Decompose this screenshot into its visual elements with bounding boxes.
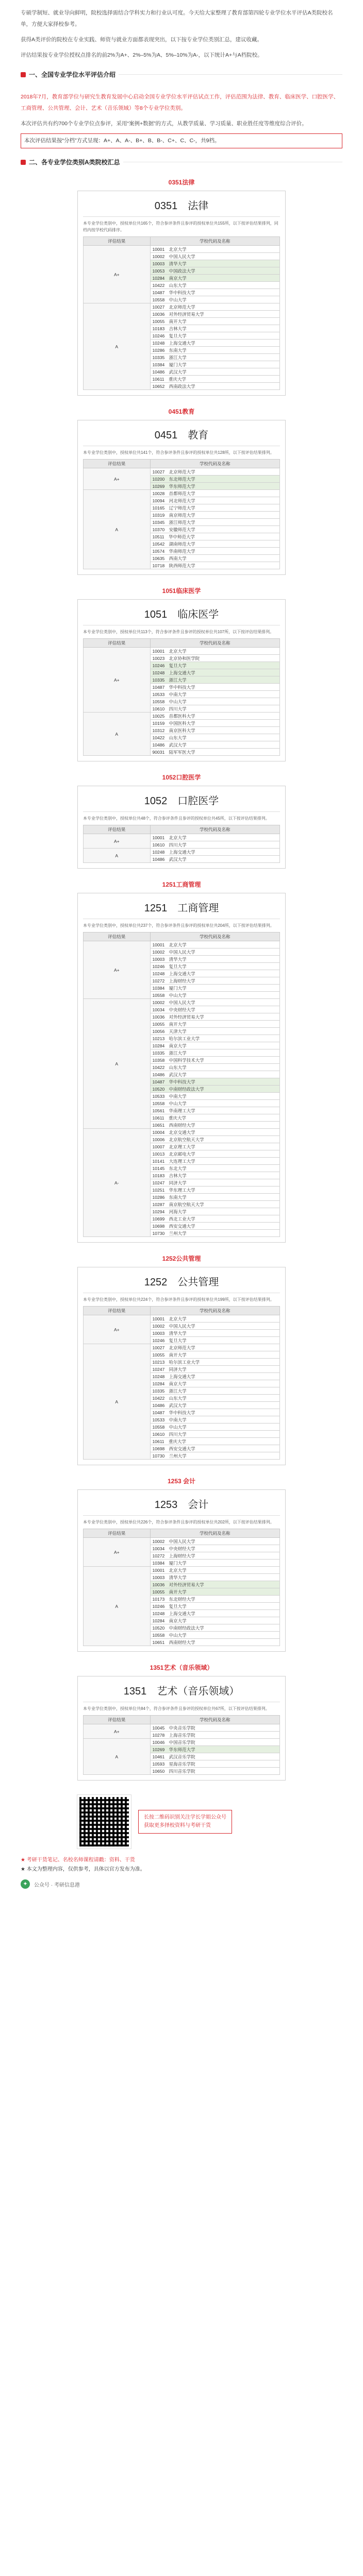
- school-cell: 10511 华中师范大学: [150, 533, 279, 540]
- school-cell: 10034 中央财经大学: [150, 1006, 279, 1013]
- school-cell: 10045 中央音乐学院: [150, 1724, 279, 1732]
- category-card: [77, 1489, 286, 1652]
- school-cell: 10046 中国音乐学院: [150, 1739, 279, 1746]
- school-cell: 10558 中山大学: [150, 1632, 279, 1639]
- table-header: 学校代码及名称: [150, 460, 279, 468]
- school-cell: 10335 浙江大学: [150, 1387, 279, 1395]
- school-cell: 10487 华中科技大学: [150, 684, 279, 691]
- qr-note: 长按二维码识别关注学长学姐公众号 获取更多择校资料与考研干货: [138, 1810, 232, 1834]
- grade-cell: A+: [84, 468, 151, 490]
- category-name: 1252 公共管理: [83, 1270, 280, 1293]
- category-card: [77, 1267, 286, 1465]
- school-cell: 10034 中央财经大学: [150, 1545, 279, 1552]
- table-header: 评估结果: [84, 1529, 151, 1538]
- school-cell: 10520 中南财经政法大学: [150, 1624, 279, 1632]
- school-cell: 10003 清华大学: [150, 1574, 279, 1581]
- intro: [0, 0, 363, 61]
- school-cell: 10248 上海交通大学: [150, 340, 279, 347]
- school-cell: 10028 首都师范大学: [150, 490, 279, 497]
- table-row: [84, 648, 280, 655]
- grade-cell: A: [84, 999, 151, 1129]
- table-row: [84, 849, 280, 856]
- school-cell: 10002 中国人民大学: [150, 999, 279, 1006]
- school-cell: 10248 上海交通大学: [150, 849, 279, 856]
- school-cell: 10027 北京师范大学: [150, 303, 279, 311]
- school-cell: 90031 陆军军医大学: [150, 749, 279, 756]
- school-cell: 10384 厦门大学: [150, 985, 279, 992]
- school-cell: 10486 武汉大学: [150, 1402, 279, 1409]
- school-cell: 10335 浙江大学: [150, 1049, 279, 1057]
- category-card: [77, 1676, 286, 1781]
- school-cell: 10370 安徽师范大学: [150, 526, 279, 533]
- grade-cell: A+: [84, 648, 151, 713]
- school-cell: 10053 中国政法大学: [150, 267, 279, 275]
- category-name: 1251 工商管理: [83, 896, 280, 919]
- school-cell: 10055 南开大学: [150, 1588, 279, 1596]
- qr-code-icon[interactable]: [77, 1795, 131, 1849]
- school-cell: 10284 南京大学: [150, 1617, 279, 1624]
- school-cell: 10533 中南大学: [150, 691, 279, 698]
- school-cell: 10055 南开大学: [150, 1021, 279, 1028]
- bullet-icon: [21, 160, 26, 165]
- category-description: 本专业学位类别中，授权单位共48个，符合参评条件且参评的授权单位共45所，以下按评估结果排列。: [83, 816, 270, 821]
- school-cell: 10611 重庆大学: [150, 1114, 279, 1122]
- school-cell: 10312 南京医科大学: [150, 727, 279, 734]
- school-cell: 10422 山东大学: [150, 282, 279, 289]
- school-cell: 10269 华东师范大学: [150, 1746, 279, 1753]
- category-name: 1253 会计: [83, 1493, 280, 1516]
- school-cell: 10183 吉林大学: [150, 1172, 279, 1179]
- table-header: 学校代码及名称: [150, 639, 279, 648]
- intro-paragraph: 获得A类评价的院校在专业实践、师资与就业方面都表现突出，以下按专业学位类别汇总，建议收藏。: [21, 37, 263, 43]
- school-cell: 10698 西安交通大学: [150, 1223, 279, 1230]
- school-cell: 10284 南京大学: [150, 1042, 279, 1049]
- section1-paragraph: 2018年7月，教育部学位与研究生教育发展中心启动全国专业学位水平评估试点工作，评估范围为法律、教育、临床医学、口腔医学、工商管理、公共管理、会计、艺术（音乐领域）等8个专业学位类别。: [21, 94, 339, 111]
- school-cell: 10486 武汉大学: [150, 856, 279, 863]
- footer: [21, 1795, 342, 1889]
- school-cell: 10246 复旦大学: [150, 662, 279, 669]
- grade-cell: A: [84, 849, 151, 863]
- school-cell: 10461 武汉音乐学院: [150, 1753, 279, 1760]
- table-header: 学校代码及名称: [150, 1529, 279, 1538]
- ranking-table: [83, 459, 280, 569]
- school-cell: 10699 西北工业大学: [150, 1215, 279, 1223]
- category-card: [77, 599, 286, 761]
- footer-text: [21, 1856, 342, 1874]
- school-cell: 10001 北京大学: [150, 1567, 279, 1574]
- school-cell: 10730 兰州大学: [150, 1230, 279, 1237]
- school-cell: 10335 浙江大学: [150, 676, 279, 684]
- school-cell: 10001 北京大学: [150, 941, 279, 948]
- school-cell: 10345 浙江师范大学: [150, 519, 279, 526]
- ranking-table: [83, 1715, 280, 1775]
- school-cell: 10486 武汉大学: [150, 1071, 279, 1078]
- school-cell: 10145 东北大学: [150, 1165, 279, 1172]
- qr-row: [77, 1795, 286, 1849]
- category-banner: 1051临床医学: [162, 587, 201, 595]
- school-cell: 10246 复旦大学: [150, 963, 279, 970]
- category-card: [77, 420, 286, 575]
- category-description: 本专业学位类别中，授权单位共224个，符合参评条件且参评的授权单位共199所，以下按评估结果排列。: [83, 1297, 274, 1302]
- table-row: [84, 1129, 280, 1136]
- ranking-table: [83, 1306, 280, 1460]
- school-cell: 10025 首都医科大学: [150, 713, 279, 720]
- school-cell: 10698 西安交通大学: [150, 1445, 279, 1452]
- school-cell: 10487 华中科技大学: [150, 1409, 279, 1416]
- section-title: 二、各专业学位类别A类院校汇总: [29, 159, 120, 166]
- school-cell: 10247 同济大学: [150, 1366, 279, 1373]
- school-cell: 10287 南京航空航天大学: [150, 1201, 279, 1208]
- school-cell: 10246 复旦大学: [150, 1337, 279, 1344]
- school-cell: 10635 西南大学: [150, 555, 279, 562]
- category-name: 1052 口腔医学: [83, 789, 280, 812]
- grade-cell: A: [84, 1344, 151, 1460]
- category-banner: 1351艺术（音乐领域）: [150, 1664, 213, 1671]
- grade-cell: A-: [84, 1129, 151, 1237]
- school-cell: 10358 中国科学技术大学: [150, 1057, 279, 1064]
- school-cell: 10278 上海音乐学院: [150, 1732, 279, 1739]
- intro-paragraph: 评估结果按专业学位授权点排名的前2%为A+、2%–5%为A、5%–10%为A-，以下统计A+与A档院校。: [21, 52, 263, 58]
- table-row: [84, 1739, 280, 1746]
- school-cell: 10246 复旦大学: [150, 332, 279, 340]
- school-cell: 10002 中国人民大学: [150, 253, 279, 260]
- category-description: 本专业学位类别中，授权单位共141个，符合参评条件且参评的授权单位共128所，以下按评估结果排列。: [83, 450, 274, 455]
- table-header: 评估结果: [84, 1307, 151, 1315]
- table-row: [84, 1344, 280, 1351]
- school-cell: 10003 清华大学: [150, 260, 279, 267]
- grade-cell: A+: [84, 1724, 151, 1739]
- grade-cell: A+: [84, 246, 151, 303]
- category-card: [77, 191, 286, 396]
- school-cell: 10384 厦门大学: [150, 1560, 279, 1567]
- school-cell: 10248 上海交通大学: [150, 669, 279, 676]
- category-description: 本专业学位类别中，授权单位共84个，符合参评条件且参评的授权单位共67所，以下按评估结果排列。: [83, 1706, 270, 1711]
- section-heading: [21, 70, 342, 79]
- category-banner: 1052口腔医学: [162, 774, 201, 781]
- table-row: [84, 941, 280, 948]
- school-cell: 10269 华东师范大学: [150, 483, 279, 490]
- school-cell: 10486 武汉大学: [150, 368, 279, 376]
- school-cell: 10319 南京师范大学: [150, 512, 279, 519]
- table-header: 学校代码及名称: [150, 933, 279, 941]
- school-cell: 10533 中南大学: [150, 1416, 279, 1423]
- grade-cell: A: [84, 1567, 151, 1646]
- school-cell: 10487 华中科技大学: [150, 289, 279, 296]
- school-cell: 10003 清华大学: [150, 956, 279, 963]
- divider: [119, 74, 342, 75]
- school-cell: 10286 东南大学: [150, 1194, 279, 1201]
- table-row: [84, 999, 280, 1006]
- school-cell: 10335 浙江大学: [150, 354, 279, 361]
- school-cell: 10422 山东大学: [150, 734, 279, 741]
- table-row: [84, 1724, 280, 1732]
- school-cell: 10094 河北师范大学: [150, 497, 279, 504]
- school-cell: 10027 北京师范大学: [150, 1344, 279, 1351]
- school-cell: 10002 中国人民大学: [150, 1538, 279, 1545]
- school-cell: 10056 天津大学: [150, 1028, 279, 1035]
- table-row: [84, 490, 280, 497]
- ranking-table: [83, 1529, 280, 1646]
- school-cell: 10284 南京大学: [150, 275, 279, 282]
- school-cell: 10558 中山大学: [150, 1423, 279, 1431]
- school-cell: 10001 北京大学: [150, 648, 279, 655]
- category-name: 0351 法律: [83, 194, 280, 217]
- school-cell: 10422 山东大学: [150, 1395, 279, 1402]
- school-cell: 10610 四川大学: [150, 1431, 279, 1438]
- section-title: 一、全国专业学位水平评估介绍: [29, 71, 116, 78]
- school-cell: 10004 北京交通大学: [150, 1129, 279, 1136]
- bullet-icon: [21, 72, 26, 77]
- grade-cell: A: [84, 303, 151, 390]
- school-cell: 10036 对外经济贸易大学: [150, 1013, 279, 1021]
- footer-line: ★ 本文为整理内容，仅供参考，具体以官方发布为准。: [21, 1867, 145, 1872]
- school-cell: 10165 辽宁师范大学: [150, 504, 279, 512]
- grade-cell: A: [84, 490, 151, 569]
- grade-cell: A: [84, 713, 151, 756]
- grade-cell: A+: [84, 1538, 151, 1567]
- school-cell: 10286 东南大学: [150, 347, 279, 354]
- ranking-table: [83, 236, 280, 390]
- grade-cell: A+: [84, 834, 151, 849]
- school-cell: 10610 四川大学: [150, 841, 279, 849]
- school-cell: 10651 西南财经大学: [150, 1122, 279, 1129]
- school-cell: 10610 四川大学: [150, 705, 279, 713]
- section1-paragraph: 本次评估共有约700个专业学位点参评，采用“案例+数据”的方式，从教学质量、学习质量、职业胜任度等维度综合评价。: [21, 121, 307, 127]
- school-cell: 10055 南开大学: [150, 1351, 279, 1359]
- school-cell: 10611 重庆大学: [150, 1438, 279, 1445]
- category-card: [77, 893, 286, 1243]
- school-cell: 10718 陕西师范大学: [150, 562, 279, 569]
- school-cell: 10055 南开大学: [150, 318, 279, 325]
- categories: [0, 178, 363, 1781]
- school-cell: 10730 兰州大学: [150, 1452, 279, 1460]
- school-cell: 10246 复旦大学: [150, 1603, 279, 1610]
- school-cell: 10574 华南师范大学: [150, 548, 279, 555]
- school-cell: 10213 哈尔滨工业大学: [150, 1359, 279, 1366]
- table-row: [84, 834, 280, 841]
- school-cell: 10558 中山大学: [150, 698, 279, 705]
- school-cell: 10533 中南大学: [150, 1093, 279, 1100]
- table-row: [84, 713, 280, 720]
- highlight-box: 本次评估结果按“分档”方式呈现：A+、A、A-、B+、B、B-、C+、C、C-，共9档。: [21, 133, 342, 148]
- school-cell: 10001 北京大学: [150, 246, 279, 253]
- school-cell: 10001 北京大学: [150, 1315, 279, 1323]
- table-header: 学校代码及名称: [150, 825, 279, 834]
- school-cell: 10013 北京邮电大学: [150, 1150, 279, 1158]
- school-cell: 10486 武汉大学: [150, 741, 279, 749]
- category-description: 本专业学位类别中，授权单位共237个，符合参评条件且参评的授权单位共204所，以下按评估结果排列。: [83, 923, 274, 928]
- grade-cell: A+: [84, 1315, 151, 1344]
- table-row: [84, 303, 280, 311]
- school-cell: 10558 中山大学: [150, 1100, 279, 1107]
- school-cell: 10248 上海交通大学: [150, 970, 279, 977]
- category-banner: 1253 会计: [167, 1478, 196, 1485]
- brand-name: 公众号 · 考研信息港: [34, 1882, 80, 1888]
- school-cell: 10652 西南政法大学: [150, 383, 279, 390]
- table-header: 学校代码及名称: [150, 237, 279, 246]
- school-cell: 10422 山东大学: [150, 1064, 279, 1071]
- school-cell: 10272 上海财经大学: [150, 1552, 279, 1560]
- school-cell: 10611 重庆大学: [150, 376, 279, 383]
- category-banner: 1251工商管理: [162, 881, 201, 888]
- school-cell: 10247 同济大学: [150, 1179, 279, 1187]
- school-cell: 10006 北京航空航天大学: [150, 1136, 279, 1143]
- table-row: [84, 468, 280, 476]
- category-name: 1351 艺术（音乐领域）: [83, 1680, 280, 1702]
- grade-cell: A: [84, 1739, 151, 1775]
- grade-cell: A+: [84, 941, 151, 999]
- school-cell: 10023 北京协和医学院: [150, 655, 279, 662]
- brand[interactable]: [21, 1879, 342, 1889]
- category-card: [77, 786, 286, 869]
- table-header: 评估结果: [84, 237, 151, 246]
- brand-logo-icon: ✦: [21, 1879, 30, 1889]
- table-header: 评估结果: [84, 825, 151, 834]
- school-cell: 10248 上海交通大学: [150, 1610, 279, 1617]
- category-description: 本专业学位类别中，授权单位共113个，符合参评条件且参评的授权单位共107所，以下按评估结果排列。: [83, 630, 274, 634]
- footer-line[interactable]: ★ 考研干货笔记、名校名师课程请戳：资料、干货: [21, 1857, 135, 1863]
- school-cell: 10248 上海交通大学: [150, 1373, 279, 1380]
- school-cell: 10036 对外经济贸易大学: [150, 1581, 279, 1588]
- category-description: 本专业学位类别中，授权单位共165个，符合参评条件且参评的授权单位共155所，以下按评估结果排列，同档内按学校代码排序。: [83, 221, 278, 232]
- table-header: 评估结果: [84, 1716, 151, 1724]
- table-row: [84, 1567, 280, 1574]
- school-cell: 10272 上海财经大学: [150, 977, 279, 985]
- school-cell: 10650 四川音乐学院: [150, 1768, 279, 1775]
- school-cell: 10200 东北师范大学: [150, 476, 279, 483]
- table-row: [84, 1538, 280, 1545]
- intro-paragraph: 专硕学制短、就业导向鲜明，院校选择需结合学科实力和行业认可度。今天给大家整理了教育部第四轮专业学位水平评估A类院校名单，方便大家择校参考。: [21, 10, 333, 27]
- school-cell: 10002 中国人民大学: [150, 1323, 279, 1330]
- ranking-table: [83, 638, 280, 756]
- school-cell: 10284 南京大学: [150, 1380, 279, 1387]
- table-header: 学校代码及名称: [150, 1716, 279, 1724]
- category-name: 1051 临床医学: [83, 603, 280, 625]
- school-cell: 10651 西南财经大学: [150, 1639, 279, 1646]
- school-cell: 10384 厦门大学: [150, 361, 279, 368]
- table-header: 学校代码及名称: [150, 1307, 279, 1315]
- school-cell: 10173 东北财经大学: [150, 1596, 279, 1603]
- school-cell: 10542 湖南师范大学: [150, 540, 279, 548]
- category-description: 本专业学位类别中，授权单位共226个，符合参评条件且参评的授权单位共202所，以下按评估结果排列。: [83, 1520, 274, 1524]
- school-cell: 10141 大连理工大学: [150, 1158, 279, 1165]
- table-header: 评估结果: [84, 460, 151, 468]
- school-cell: 10001 北京大学: [150, 834, 279, 841]
- school-cell: 10520 中南财经政法大学: [150, 1086, 279, 1093]
- school-cell: 10007 北京理工大学: [150, 1143, 279, 1150]
- section-heading: [21, 158, 342, 166]
- school-cell: 10213 哈尔滨工业大学: [150, 1035, 279, 1042]
- school-cell: 10183 吉林大学: [150, 325, 279, 332]
- school-cell: 10558 中山大学: [150, 296, 279, 303]
- school-cell: 10027 北京师范大学: [150, 468, 279, 476]
- school-cell: 10159 中国医科大学: [150, 720, 279, 727]
- school-cell: 10561 华南理工大学: [150, 1107, 279, 1114]
- school-cell: 10294 河海大学: [150, 1208, 279, 1215]
- ranking-table: [83, 825, 280, 863]
- school-cell: 10593 星海音乐学院: [150, 1760, 279, 1768]
- school-cell: 10003 清华大学: [150, 1330, 279, 1337]
- school-cell: 10002 中国人民大学: [150, 948, 279, 956]
- table-row: [84, 1315, 280, 1323]
- school-cell: 10036 对外经济贸易大学: [150, 311, 279, 318]
- school-cell: 10487 华中科技大学: [150, 1078, 279, 1086]
- table-row: [84, 246, 280, 253]
- table-header: 评估结果: [84, 639, 151, 648]
- section1-body: [0, 84, 363, 129]
- category-banner: 1252公共管理: [162, 1255, 201, 1262]
- category-banner: 0351法律: [168, 179, 195, 186]
- table-header: 评估结果: [84, 933, 151, 941]
- school-cell: 10558 中山大学: [150, 992, 279, 999]
- category-name: 0451 教育: [83, 423, 280, 446]
- ranking-table: [83, 932, 280, 1237]
- category-banner: 0451教育: [168, 408, 195, 415]
- school-cell: 10251 华东理工大学: [150, 1187, 279, 1194]
